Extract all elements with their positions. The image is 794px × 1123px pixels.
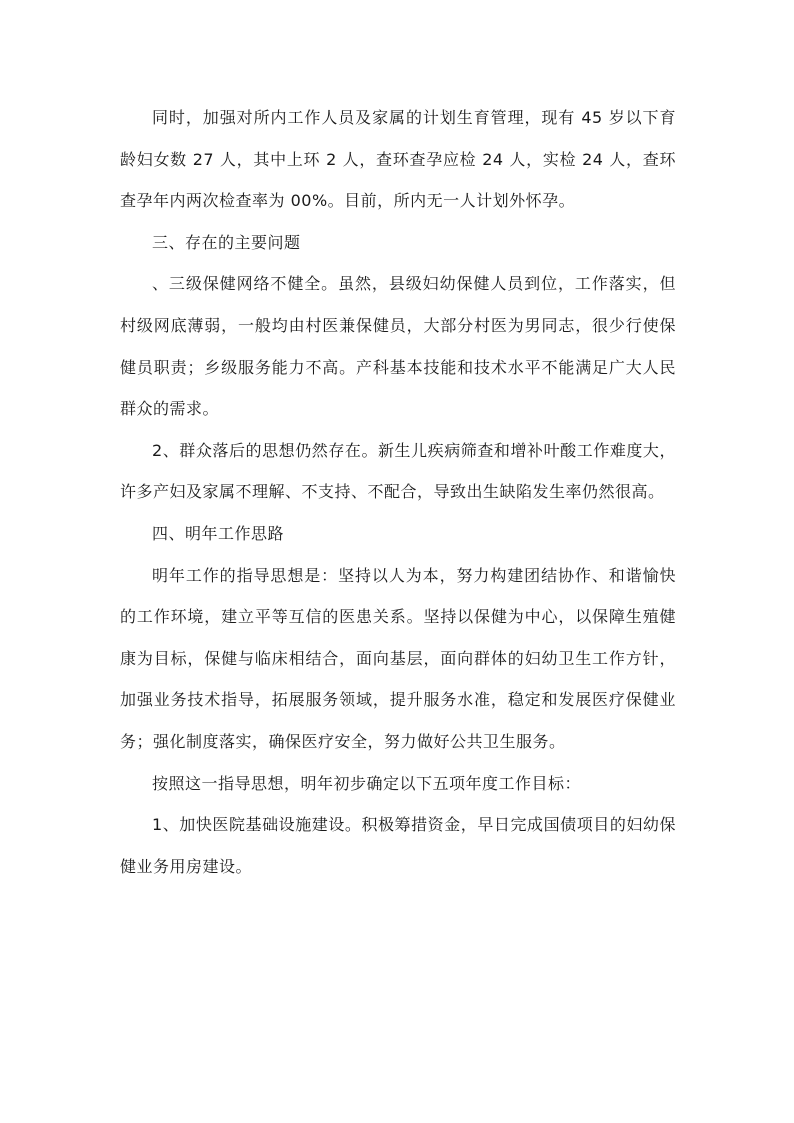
paragraph-health-network: 、三级保健网络不健全。虽然，县级妇幼保健人员到位，工作落实，但村级网底薄弱，一般均由村医兼保健员，大部分村医为男同志，很少行使保健员职责；乡级服务能力不高。产科基本技能和技术水平不能满足广大人民群众的需求。 <box>120 274 676 419</box>
paragraph-five-goals: 按照这一指导思想，明年初步确定以下五项年度工作目标： <box>152 773 582 793</box>
heading-next-year-plan: 四、明年工作思路 <box>152 523 285 543</box>
paragraph-goal-infrastructure: 1、加快医院基础设施建设。积极筹措资金，早日完成国债项目的妇幼保健业务用房建设。 <box>120 815 676 876</box>
paragraph-family-planning: 同时，加强对所内工作人员及家属的计划生育管理，现有 45 岁以下育龄妇女数 27 人，其中上环 2 人，查环查孕应检 24 人，实检 24 人，查环查孕年内两次检查率为 00%。目前，所内无一人计划外怀孕。 <box>120 108 676 211</box>
paragraph-backward-thinking: 2、群众落后的思想仍然存在。新生儿疾病筛查和增补叶酸工作难度大，许多产妇及家属不理解、不支持、不配合，导致出生缺陷发生率仍然很高。 <box>120 440 676 502</box>
document-body <box>120 97 676 887</box>
heading-main-problems: 三、存在的主要问题 <box>152 232 301 252</box>
paragraph-guiding-ideology: 明年工作的指导思想是：坚持以人为本，努力构建团结协作、和谐愉快的工作环境，建立平等互信的医患关系。坚持以保健为中心，以保障生殖健康为目标，保健与临床相结合，面向基层，面向群体的妇幼卫生工作方针，加强业务技术指导，拓展服务领域，提升服务水准，稳定和发展医疗保健业务；强化制度落实，确保医疗安全，努力做好公共卫生服务。 <box>120 565 676 751</box>
